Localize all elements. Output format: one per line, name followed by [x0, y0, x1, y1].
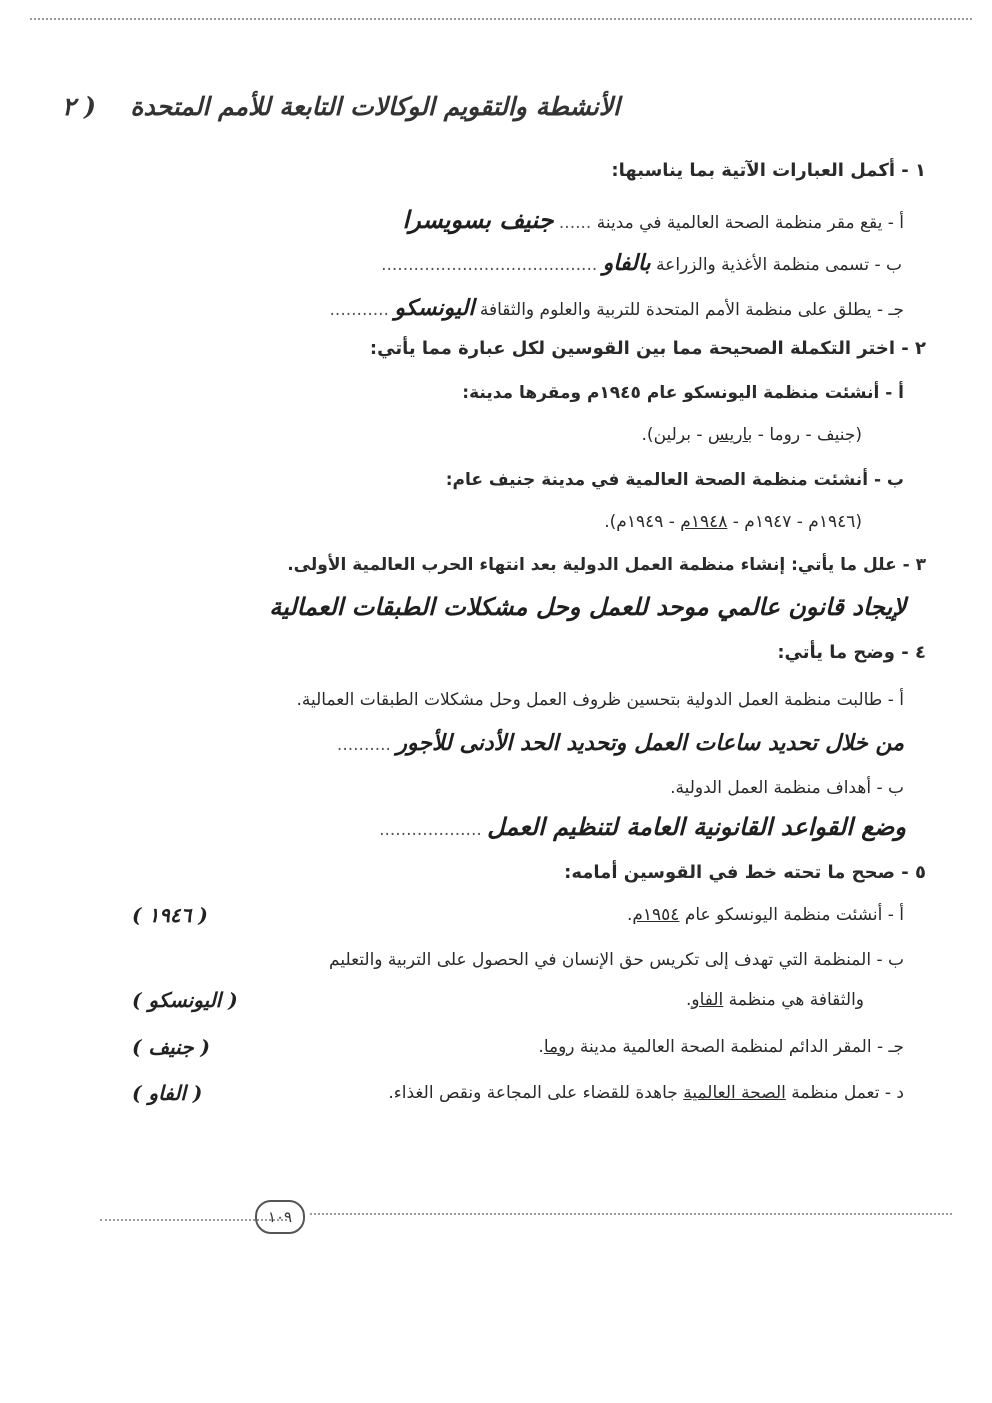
- q5-d-post: جاهدة للقضاء على المجاعة ونقص الغذاء.: [388, 1083, 684, 1103]
- footer-dotted-line: [310, 1213, 952, 1215]
- q1-heading: ١ - أكمل العبارات الآتية بما يناسبها:: [611, 160, 926, 181]
- q4-heading: ٤ - وضح ما يأتي:: [777, 642, 926, 663]
- q5-b-underlined: الفاو: [691, 990, 724, 1010]
- q1-a-answer: جنيف بسويسرا: [402, 205, 554, 234]
- q2-b-options-selected: ١٩٤٨م: [680, 512, 728, 532]
- q1-a-text: أ - يقع مقر منظمة الصحة العالمية في مدينة: [596, 213, 904, 233]
- q5-d-line: [388, 1083, 904, 1103]
- q1-a-line: [402, 205, 904, 234]
- q5-c-underlined: روما: [543, 1037, 575, 1057]
- q5-d-underlined: الصحة العالمية: [683, 1083, 786, 1103]
- q2-b-text: ب - أنشئت منظمة الصحة العالمية في مدينة جنيف عام:: [445, 470, 904, 490]
- q5-a-line: [627, 905, 904, 925]
- q5-b-line1: ب - المنظمة التي تهدف إلى تكريس حق الإنسان في الحصول على التربية والتعليم: [329, 950, 904, 970]
- q5-a-post: .: [626, 905, 633, 925]
- q1-c-line: [330, 295, 904, 321]
- q5-d-pre: د - تعمل منظمة: [785, 1083, 904, 1103]
- q5-heading: ٥ - صحح ما تحته خط في القوسين أمامه:: [564, 862, 926, 883]
- q2-a-options-pre: (جنيف - روما -: [752, 425, 862, 445]
- q1-b-line: [381, 250, 902, 276]
- q1-b-dots: ........................................: [381, 255, 598, 275]
- q2-heading: ٢ - اختر التكملة الصحيحة مما بين القوسين لكل عبارة مما يأتي:: [369, 338, 926, 359]
- q3-answer: لإيجاد قانون عالمي موحد للعمل وحل مشكلات الطبقات العمالية: [269, 592, 906, 621]
- q1-c-answer: اليونسكو: [394, 295, 475, 321]
- q5-b-pre: والثقافة هي منظمة: [723, 990, 864, 1010]
- q5-a-pre: أ - أنشئت منظمة اليونسكو عام: [679, 905, 904, 925]
- q5-a-underlined: ١٩٥٤م: [632, 905, 680, 925]
- q4-a-answer: من خلال تحديد ساعات العمل وتحديد الحد الأدنى للأجور: [396, 730, 904, 756]
- q4-a-answer-line: [337, 730, 904, 756]
- q2-a-options-post: - برلين).: [641, 425, 708, 445]
- q5-c-pre: جـ - المقر الدائم لمنظمة الصحة العالمية مدينة: [574, 1037, 904, 1057]
- q1-b-text: ب - تسمى منظمة الأغذية والزراعة: [656, 255, 902, 275]
- q5-c-post: .: [538, 1037, 544, 1057]
- q2-b-options-post: - ١٩٤٩م).: [604, 512, 681, 532]
- top-dotted-border: [30, 18, 972, 20]
- q5-a-answer: ( ١٩٤٦ ): [132, 903, 208, 927]
- q4-b-answer-line: [379, 812, 906, 841]
- q5-c-answer: ( جنيف ): [132, 1035, 210, 1059]
- q4-b-text: ب - أهداف منظمة العمل الدولية.: [670, 778, 904, 798]
- q2-b-options-pre: (١٩٤٦م - ١٩٤٧م -: [727, 512, 862, 532]
- q4-a-text: أ - طالبت منظمة العمل الدولية بتحسين ظروف العمل وحل مشكلات الطبقات العمالية.: [296, 690, 904, 710]
- q2-b-options: [604, 512, 862, 532]
- q1-a-dots: ......: [558, 213, 592, 233]
- q1-c-dots: ...........: [329, 300, 389, 320]
- q5-b-answer: ( اليونسكو ): [132, 988, 238, 1012]
- q5-d-answer: ( الفاو ): [132, 1081, 203, 1105]
- q4-b-answer: وضع القواعد القانونية العامة لتنظيم العمل: [487, 812, 906, 841]
- q3-heading: ٣ - علل ما يأتي: إنشاء منظمة العمل الدولية بعد انتهاء الحرب العالمية الأولى.: [287, 555, 926, 575]
- q1-c-text: جـ - يطلق على منظمة الأمم المتحدة للتربية والعلوم والثقافة: [479, 300, 904, 320]
- page-title-paren: ( ٢: [62, 92, 96, 121]
- q2-a-text: أ - أنشئت منظمة اليونسكو عام ١٩٤٥م ومقرها مدينة:: [462, 383, 904, 403]
- q5-c-line: [538, 1037, 904, 1057]
- q2-a-options: [642, 425, 862, 445]
- q5-b-post: .: [685, 990, 692, 1010]
- q1-b-answer: بالفاو: [602, 250, 651, 276]
- q4-a-dots: ..........: [336, 735, 391, 755]
- q4-b-dots: ...................: [379, 820, 482, 840]
- q5-b-line2: [686, 990, 864, 1010]
- q2-a-options-selected: باريس: [707, 425, 753, 445]
- page-title: الأنشطة والتقويم الوكالات التابعة للأمم المتحدة: [130, 92, 620, 121]
- page-number: ١٠٩: [255, 1200, 305, 1234]
